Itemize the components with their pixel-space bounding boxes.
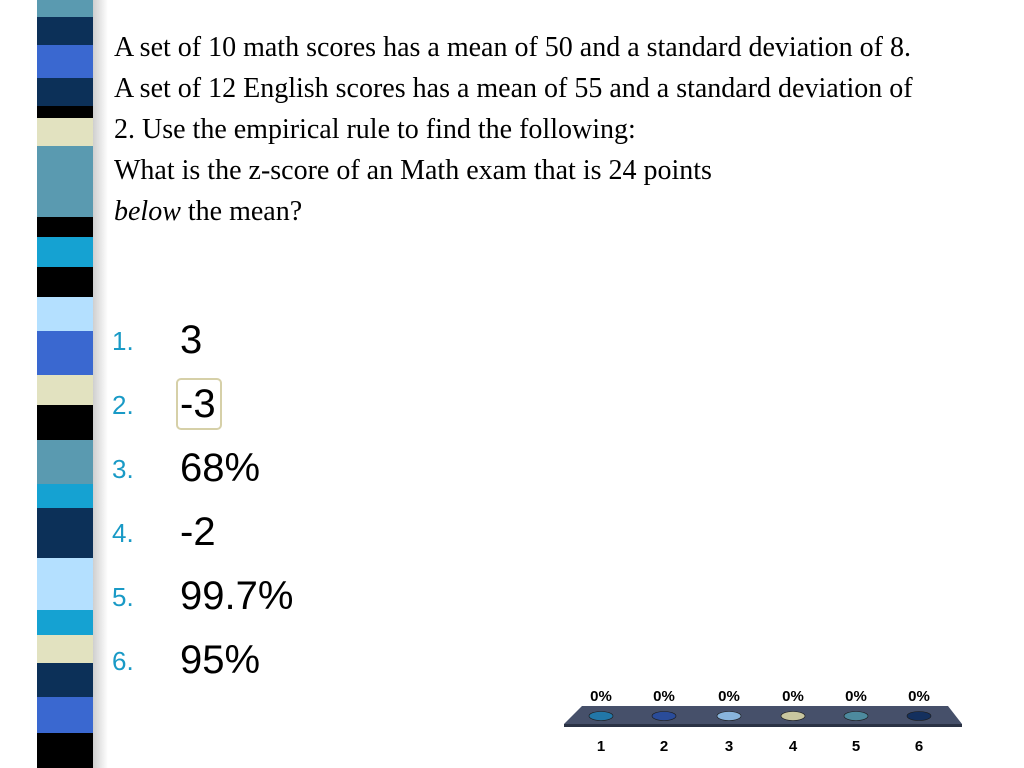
chart-bar	[781, 712, 805, 721]
stripe-block	[37, 45, 93, 78]
chart-floor	[564, 706, 962, 724]
answer-number: 5.	[112, 582, 134, 612]
chart-tick-label: 4	[788, 738, 798, 755]
question-setup: A set of 10 math scores has a mean of 50 and a standard deviation of 8. A set of 12 English scores has a mean of 55 and a standard deviation of 2. Use the empirical rule to find the following:	[114, 32, 913, 145]
decorative-stripe	[0, 0, 108, 768]
stripe-block	[37, 733, 93, 768]
chart-tick-label: 3	[724, 738, 734, 755]
question-prompt	[114, 150, 914, 232]
stripe-block	[37, 440, 93, 484]
chart-data-label: 0%	[845, 688, 867, 705]
stripe-block	[37, 484, 93, 508]
answer-option[interactable]	[112, 310, 512, 374]
chart-bar	[717, 712, 741, 721]
chart-tick-label: 5	[851, 738, 861, 755]
question-prompt-end: the mean?	[180, 196, 303, 227]
stripe-block	[37, 697, 93, 733]
chart-data-label: 0%	[782, 688, 804, 705]
stripe-block	[37, 405, 93, 440]
chart-floor-edge	[564, 724, 962, 727]
stripe-block	[37, 106, 93, 118]
stripe-block	[37, 558, 93, 610]
stripe-block	[37, 331, 93, 375]
stripe-block	[37, 237, 93, 267]
stripe-block	[37, 192, 93, 217]
stripe-block	[37, 78, 93, 106]
chart-data-label: 0%	[653, 688, 675, 705]
stripe-block	[37, 508, 93, 558]
chart-data-label: 0%	[718, 688, 740, 705]
answer-text: 3	[180, 318, 203, 362]
response-chart	[560, 682, 970, 768]
stripe-block	[37, 297, 93, 331]
chart-bar	[652, 712, 676, 721]
answer-option[interactable]	[112, 566, 512, 630]
question-emphasis: below	[114, 196, 181, 227]
question-prompt-start: What is the z-score of an Math exam that is 24 points	[114, 155, 712, 186]
answer-highlight-box	[176, 378, 222, 430]
stripe-block	[37, 17, 93, 45]
answer-text: -2	[180, 510, 216, 554]
chart-data-label: 0%	[590, 688, 612, 705]
chart-data-label: 0%	[908, 688, 930, 705]
chart-tick-label: 1	[596, 738, 606, 755]
answer-number: 6.	[112, 646, 134, 676]
answer-number: 4.	[112, 518, 134, 548]
stripe-block	[37, 146, 93, 192]
answer-option[interactable]	[112, 502, 512, 566]
chart-tick-label: 2	[659, 738, 669, 755]
chart-bar	[844, 712, 868, 721]
question-text	[114, 27, 914, 232]
stripe-block	[37, 663, 93, 697]
stripe-block	[37, 610, 93, 635]
stripe-block	[37, 118, 93, 146]
stripe-block	[37, 375, 93, 405]
chart-tick-label: 6	[914, 738, 924, 755]
stripe-block	[37, 635, 93, 663]
answer-option[interactable]	[112, 438, 512, 502]
answer-option[interactable]	[112, 630, 512, 694]
stripe-block	[37, 217, 93, 237]
chart-bar	[907, 712, 931, 721]
answer-number: 1.	[112, 326, 134, 356]
stripe-block	[37, 267, 93, 297]
answer-text: 95%	[180, 638, 261, 682]
answer-number: 2.	[112, 390, 134, 420]
answer-text: 99.7%	[180, 574, 294, 618]
chart-bar	[589, 712, 613, 721]
answer-option[interactable]	[112, 374, 512, 438]
stripe-block	[37, 0, 93, 17]
answer-text: -3	[180, 382, 216, 426]
answer-text: 68%	[180, 446, 261, 490]
answer-number: 3.	[112, 454, 134, 484]
